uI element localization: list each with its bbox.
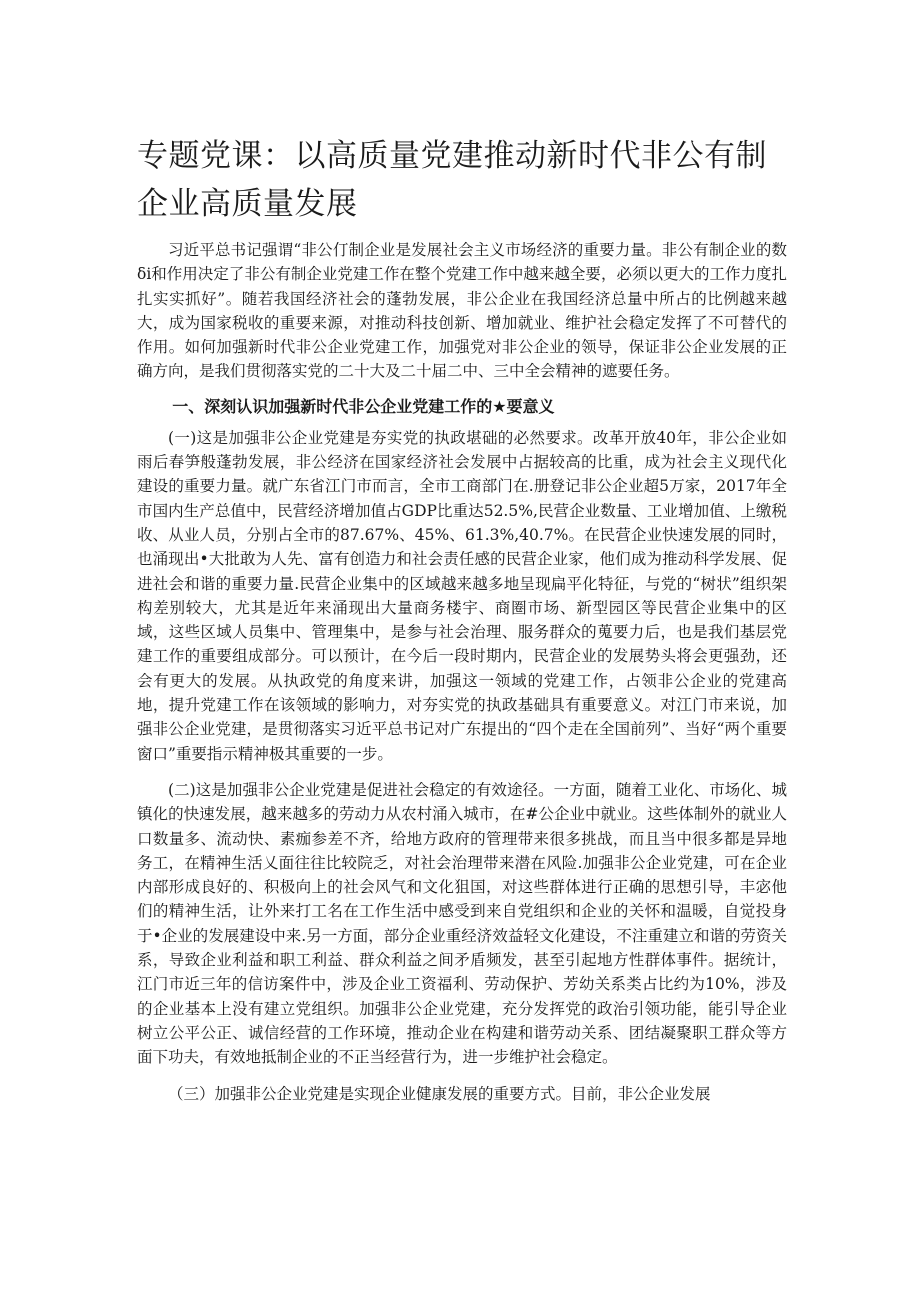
paragraph-3: （三）加强非公企业党建是实现企业健康发展的重要方式。目前，非公企业发展 bbox=[168, 1084, 711, 1103]
section-heading: 一、深刻认识加强新时代非公企业党建工作的★要意义 bbox=[172, 396, 555, 416]
document-page bbox=[137, 132, 787, 1116]
document-title: 专题党课：以高质量党建推动新时代非公有制企业高质量发展 bbox=[137, 138, 767, 222]
paragraph-2: (二)这是加强非公企业党建是促进社会稳定的有效途径。一方面，随着工业化、市场化、城镇化的快速发展，越来越多的劳动力从农村涌入城市，在#公企业中就业。这些体制外的就业人口数量多、流动快、素痂参差不齐，给地方政府的管理带来很多挑战，而且当中很多都是异地务工，在精神生活乂面往往比较院乏，对社会治理带来潜在风险.加强非公企业党建，可在企业内部形成良好的、积极向上的社会风气和文化狙国，对这些群体进行正确的思想引导，丰宓他们的精神生活，让外来打工名在工作生活中感受到来自党组织和企业的关怀和温暖，自觉投身于•企业的发展建设中来.另一方面，部分企业重经济效益轻文化建设，不注重建立和谐的劳资关系，导致企业利益和职工利益、群众利益之间矛盾频发，甚至引起地方性群体事件。据统计，江门市近三年的信访案件中，涉及企业工资福利、劳动保护、芳幼关系类占比约为10%，涉及的企业基本上没有建立党组织。加强非公企业党建，充分发挥党的政治引领功能，能引导企业树立公平公正、诚信经营的工作环境，推动企业在构建和谐劳动关系、团结凝聚职工群众等方面下功夫，有效地抵制企业的不正当经营行为，进一步维护社会稳定。 bbox=[137, 780, 787, 1067]
intro-paragraph: 习近平总书记强谓“非公仃制企业是发展社会主义市场经济的重要力量。非公有制企业的数δi和作用决定了非公有制企业党建工作在整个党建工作中越来越全要，必须以更大的工作力度扎扎实实抓好”。随若我国经济社会的蓬勃发展，非公企业在我国经济总量中所占的比例越来越大，成为国家税收的重要来源，对推动科技创新、增加就业、维护社会稳定发挥了不可替代的作用。如何加强新时代非公企业党建工作，加强党对非公企业的领导，保证非公企业发展的正确方向，是我们贯彻落实党的二十大及二十届二中、三中全会精神的遮要任务。 bbox=[137, 241, 787, 381]
paragraph-1: (一)这是加强非公企业党建是夯实党的执政堪础的必然要求。改革开放40年，非公企业如雨后春笋般蓬勃发展，非公经济在国家经济社会发展中占据较高的比重，成为社会主义现代化建设的重要力量。就广东省江门市而言，全市工商部门在.册登记非公企业超5万家，2017年全市国内生产总值中，民营经济增加值占GDP比重达52.5%,民营企业数量、工业增加值、上缴税收、从业人员，分别占全市的87.67%、45%、61.3%,40.7%。在民营企业快速发展的同时，也涌现出•大批敢为人先、富有创造力和社会责任感的民营企业家，他们成为推动科学发展、促进社会和谐的重要力量.民营企业集中的区域越来越多地呈现扁平化特征，与党的“树状”组织架构差别较大，尤其是近年来涌现出大量商务楼宇、商圈市场、新型园区等民营企业集中的区域，这些区域人员集中、管理集中，是参与社会治理、服务群众的蒐要力后，也是我们基层党建工作的重要组成部分。可以预计，在今后一段时期内，民营企业的发展势头将会更强劲，还会有更大的发展。从执政党的角度来讲，加强这一领域的党建工作，占领非公企业的党建高地，提升党建工作在该领域的影响力，对夯实党的执政基础具有重要意义。对江门市来说，加强非公企业党建，是贯彻落实习近平总书记对广东提出的“四个走在全国前列”、当好“两个重要窗口”重要指示精神极其重要的一步。 bbox=[137, 428, 787, 763]
